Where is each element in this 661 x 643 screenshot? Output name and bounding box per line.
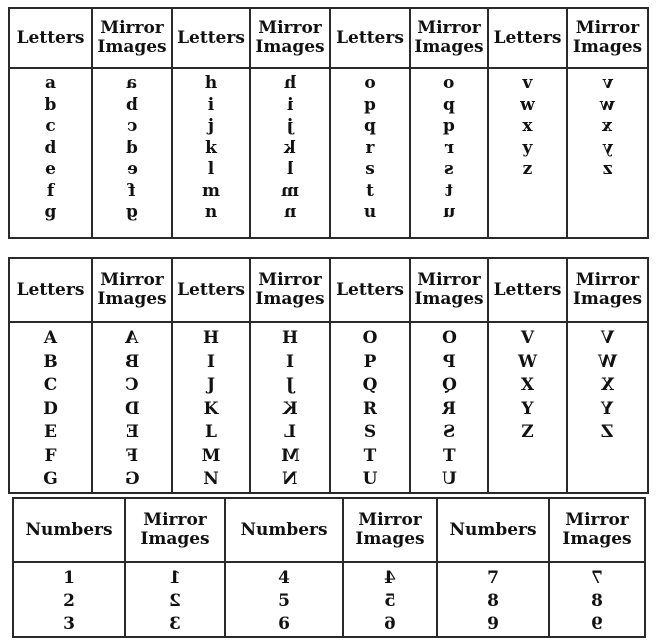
glyph: e xyxy=(45,159,56,179)
mirror-images-header: Mirror Images xyxy=(125,498,225,562)
mirror-glyph: I xyxy=(286,351,294,372)
glyph: B xyxy=(43,351,58,372)
mirror-glyph: V xyxy=(600,328,615,348)
glyph: L xyxy=(205,422,217,442)
glyph: H xyxy=(202,328,220,348)
glyph: z xyxy=(522,159,533,179)
letters-header: Letters xyxy=(330,8,410,68)
mirror-column xyxy=(92,322,172,493)
glyph: u xyxy=(363,202,377,222)
mirror-glyph: Q xyxy=(441,375,457,395)
mirror-glyph: 3 xyxy=(169,614,181,634)
mirror-glyph: p xyxy=(443,94,455,115)
mirror-images-header: Mirror Images xyxy=(410,258,488,322)
glyph: k xyxy=(205,137,217,158)
mirror-glyph: c xyxy=(126,116,138,136)
header-row xyxy=(9,258,648,322)
mirror-column xyxy=(567,322,648,493)
mirror-glyph: s xyxy=(444,159,454,179)
glyph: Q xyxy=(362,375,378,395)
mirror-glyph: m xyxy=(281,180,299,201)
letters-header: Letters xyxy=(488,8,567,68)
letters-column xyxy=(488,68,567,238)
letters-column xyxy=(172,322,250,493)
mirror-glyph: x xyxy=(602,116,613,136)
letters-header: Letters xyxy=(330,258,410,322)
glyph: F xyxy=(44,445,57,466)
glyph: W xyxy=(517,351,538,372)
glyph: g xyxy=(44,202,57,222)
numbers-column xyxy=(437,562,549,637)
letters-column xyxy=(9,322,92,493)
numbers-column xyxy=(13,562,125,637)
numbers-column xyxy=(225,562,343,637)
glyph: h xyxy=(204,73,218,93)
numbers-header: Numbers xyxy=(13,498,125,562)
glyph: 2 xyxy=(63,591,75,611)
mirror-glyph: b xyxy=(126,94,138,115)
lowercase-mirror-table xyxy=(8,7,649,239)
mirror-glyph: u xyxy=(442,202,456,222)
header-row xyxy=(13,498,645,562)
mirror-glyph: G xyxy=(124,469,140,489)
mirror-glyph: C xyxy=(125,375,139,395)
glyph: Z xyxy=(521,422,534,442)
glyph: S xyxy=(363,422,377,442)
mirror-glyph: J xyxy=(285,375,295,395)
glyph: D xyxy=(43,398,58,419)
mirror-images-header: Mirror Images xyxy=(92,8,172,68)
header-row xyxy=(9,8,648,68)
glyph: 7 xyxy=(487,568,499,588)
data-row xyxy=(9,68,648,238)
letters-column xyxy=(9,68,92,238)
letters-column xyxy=(172,68,250,238)
glyph: E xyxy=(44,422,57,442)
mirror-glyph: 6 xyxy=(384,614,396,634)
letters-column xyxy=(330,322,410,493)
glyph: a xyxy=(44,73,56,93)
mirror-glyph: k xyxy=(284,137,296,158)
glyph: 6 xyxy=(278,614,290,634)
data-row xyxy=(9,322,648,493)
mirror-glyph: 9 xyxy=(591,614,603,634)
glyph: m xyxy=(202,180,220,201)
mirror-column xyxy=(343,562,437,637)
mirror-glyph: D xyxy=(124,398,140,419)
glyph: r xyxy=(365,137,375,158)
mirror-glyph: Z xyxy=(601,422,614,442)
glyph: X xyxy=(520,375,535,395)
glyph: M xyxy=(201,445,221,466)
mirror-glyph: r xyxy=(444,137,454,158)
mirror-glyph: 4 xyxy=(384,568,396,588)
mirror-glyph: v xyxy=(602,73,613,93)
mirror-glyph: A xyxy=(125,328,139,348)
mirror-glyph: o xyxy=(443,73,455,93)
mirror-images-header: Mirror Images xyxy=(549,498,645,562)
glyph: U xyxy=(362,469,378,489)
glyph: w xyxy=(520,94,535,115)
mirror-glyph: e xyxy=(126,159,138,179)
mirror-glyph: i xyxy=(286,94,294,115)
glyph: J xyxy=(206,375,216,395)
mirror-column xyxy=(250,322,330,493)
glyph: 3 xyxy=(63,614,75,634)
glyph: N xyxy=(203,469,219,489)
mirror-glyph: j xyxy=(286,116,294,136)
letters-header: Letters xyxy=(9,8,92,68)
glyph: O xyxy=(362,328,378,348)
letters-column xyxy=(330,68,410,238)
mirror-glyph: T xyxy=(442,445,456,466)
glyph: G xyxy=(43,469,58,489)
mirror-glyph: Y xyxy=(601,398,614,419)
glyph: P xyxy=(363,351,377,372)
mirror-column xyxy=(567,68,648,238)
mirror-glyph: w xyxy=(600,94,615,115)
glyph: 1 xyxy=(63,568,75,588)
mirror-glyph: P xyxy=(442,351,456,372)
glyph: x xyxy=(522,116,533,136)
mirror-glyph: h xyxy=(283,73,297,93)
mirror-glyph: W xyxy=(597,351,618,372)
glyph: v xyxy=(522,73,533,93)
glyph: 4 xyxy=(278,568,290,588)
glyph: d xyxy=(44,137,57,158)
glyph: A xyxy=(43,328,58,348)
letters-header: Letters xyxy=(488,258,567,322)
mirror-glyph: q xyxy=(443,116,455,136)
glyph: f xyxy=(46,180,55,201)
glyph: R xyxy=(362,398,378,419)
letters-header: Letters xyxy=(172,8,250,68)
mirror-glyph: 1 xyxy=(169,568,181,588)
numbers-header: Numbers xyxy=(437,498,549,562)
glyph: n xyxy=(204,202,218,222)
mirror-glyph: N xyxy=(282,469,298,489)
mirror-glyph: l xyxy=(286,159,294,179)
mirror-glyph: 2 xyxy=(169,591,181,611)
glyph: p xyxy=(364,94,376,115)
mirror-images-header: Mirror Images xyxy=(92,258,172,322)
glyph: c xyxy=(45,116,56,136)
glyph: i xyxy=(207,94,215,115)
mirror-glyph: K xyxy=(282,398,298,419)
mirror-glyph: f xyxy=(128,180,136,201)
mirror-glyph: B xyxy=(124,351,140,372)
glyph: j xyxy=(207,116,215,136)
mirror-images-header: Mirror Images xyxy=(567,258,648,322)
mirror-glyph: R xyxy=(441,398,457,419)
glyph: T xyxy=(363,445,377,466)
mirror-glyph: H xyxy=(281,328,299,348)
mirror-column xyxy=(410,68,488,238)
mirror-glyph: g xyxy=(126,202,138,222)
letters-header: Letters xyxy=(172,258,250,322)
mirror-column xyxy=(250,68,330,238)
mirror-glyph: L xyxy=(284,422,296,442)
mirror-glyph: S xyxy=(442,422,456,442)
data-row xyxy=(13,562,645,637)
glyph: t xyxy=(366,180,374,201)
mirror-column xyxy=(125,562,225,637)
glyph: s xyxy=(365,159,375,179)
mirror-glyph: O xyxy=(441,328,457,348)
uppercase-mirror-table xyxy=(8,257,649,494)
mirror-images-header: Mirror Images xyxy=(410,8,488,68)
mirror-glyph: F xyxy=(125,445,139,466)
glyph: q xyxy=(364,116,376,136)
numbers-mirror-table xyxy=(12,497,646,638)
mirror-glyph: n xyxy=(283,202,297,222)
glyph: 8 xyxy=(487,591,499,611)
mirror-glyph: a xyxy=(126,73,138,93)
mirror-images-header: Mirror Images xyxy=(250,258,330,322)
mirror-glyph: U xyxy=(441,469,457,489)
mirror-images-header: Mirror Images xyxy=(567,8,648,68)
letters-column xyxy=(488,322,567,493)
mirror-images-header: Mirror Images xyxy=(250,8,330,68)
glyph: 9 xyxy=(487,614,499,634)
mirror-glyph: y xyxy=(602,137,613,158)
glyph: y xyxy=(522,137,533,158)
glyph: 5 xyxy=(278,591,290,611)
mirror-column xyxy=(92,68,172,238)
mirror-glyph: E xyxy=(125,422,139,442)
mirror-glyph: 7 xyxy=(591,568,603,588)
mirror-glyph: 8 xyxy=(591,591,603,611)
glyph: o xyxy=(364,73,376,93)
mirror-glyph: M xyxy=(280,445,300,466)
mirror-glyph: d xyxy=(126,137,138,158)
glyph: Y xyxy=(521,398,534,419)
mirror-glyph: 5 xyxy=(384,591,396,611)
letters-header: Letters xyxy=(9,258,92,322)
mirror-images-header: Mirror Images xyxy=(343,498,437,562)
mirror-column xyxy=(410,322,488,493)
glyph: l xyxy=(207,159,215,179)
mirror-glyph: z xyxy=(602,159,613,179)
glyph: C xyxy=(43,375,58,395)
mirror-glyph: t xyxy=(445,180,453,201)
glyph: I xyxy=(207,351,215,372)
glyph: K xyxy=(203,398,219,419)
glyph: b xyxy=(44,94,57,115)
mirror-glyph: X xyxy=(600,375,615,395)
mirror-column xyxy=(549,562,645,637)
numbers-header: Numbers xyxy=(225,498,343,562)
glyph: V xyxy=(520,328,535,348)
